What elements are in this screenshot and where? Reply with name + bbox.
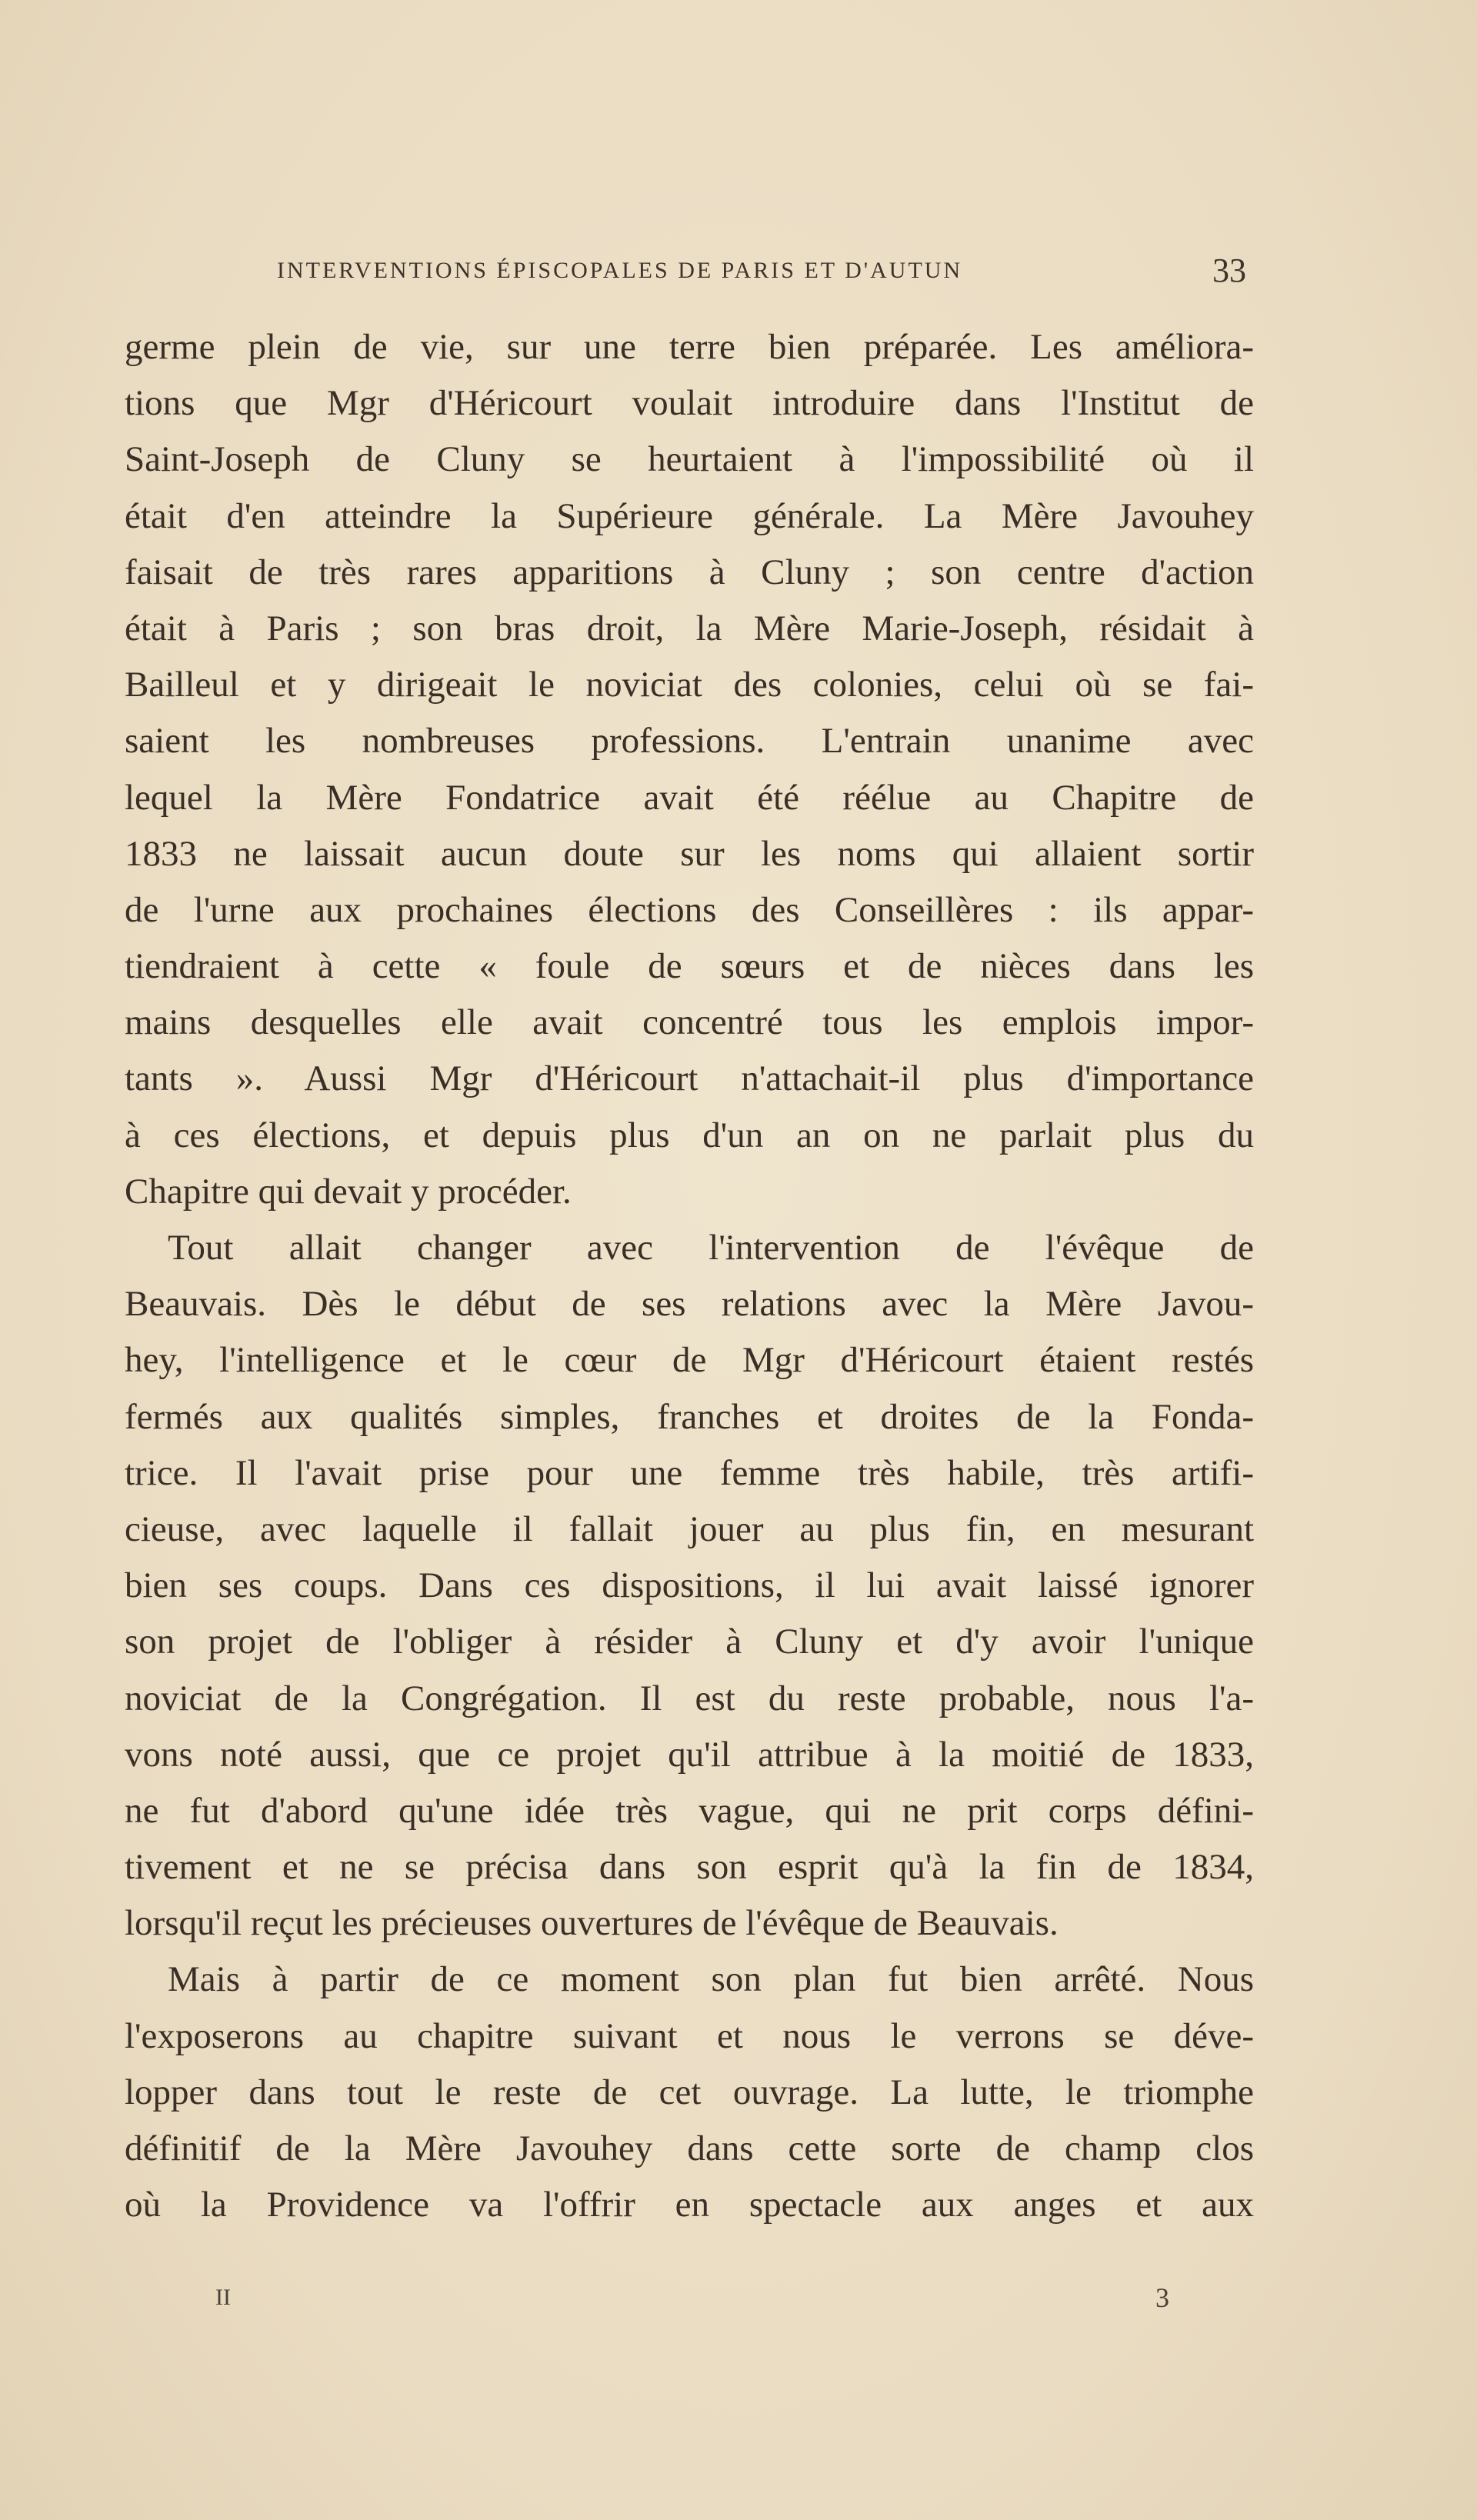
text-line: était à Paris ; son bras droit, la Mère Marie-Joseph, résidait à (125, 608, 1254, 648)
text-line: faisait de très rares apparitions à Cluny ; son centre d'action (125, 552, 1254, 592)
text-line: lequel la Mère Fondatrice avait été réélue au Chapitre de (125, 777, 1254, 818)
text-line: Beauvais. Dès le début de ses relations avec la Mère Javou- (125, 1284, 1254, 1325)
text-line: l'exposerons au chapitre suivant et nous le verrons se déve- (125, 2015, 1254, 2056)
text-line: saient les nombreuses professions. L'entrain unanime avec (125, 721, 1254, 762)
text-line: tivement et ne se précisa dans son esprit qu'à la fin de 1834, (125, 1847, 1254, 1888)
text-line: germe plein de vie, sur une terre bien préparée. Les améliora- (125, 327, 1254, 367)
text-line: lorsqu'il reçut les précieuses ouvertures de l'évêque de Beauvais. (125, 1903, 1059, 1944)
text-line: lopper dans tout le reste de cet ouvrage. La lutte, le triomphe (125, 2072, 1254, 2112)
text-line: Bailleul et y dirigeait le noviciat des colonies, celui où se fai- (125, 665, 1254, 705)
text-line: noviciat de la Congrégation. Il est du reste probable, nous l'a- (125, 1678, 1254, 1718)
text-line: hey, l'intelligence et le cœur de Mgr d'Héricourt étaient restés (125, 1340, 1254, 1381)
text-line: 1833 ne laissait aucun doute sur les noms qui allaient sortir (125, 833, 1254, 874)
signature-mark: II (215, 2285, 231, 2310)
text-line: de l'urne aux prochaines élections des Conseillères : ils appar- (125, 889, 1254, 930)
text-line: où la Providence va l'offrir en spectacle aux anges et aux (125, 2185, 1254, 2225)
text-line: cieuse, avec laquelle il fallait jouer au plus fin, en mesurant (125, 1508, 1254, 1549)
body-text (125, 319, 1254, 2233)
signature-number: 3 (1155, 2282, 1169, 2313)
text-line: trice. Il l'avait prise pour une femme très habile, très artifi- (125, 1452, 1254, 1493)
running-title: INTERVENTIONS ÉPISCOPALES DE PARIS ET D'AUTUN (277, 258, 963, 283)
text-line: mains desquelles elle avait concentré tous les emplois impor- (125, 1002, 1254, 1043)
running-header (277, 248, 1246, 294)
text-line: vons noté aussi, que ce projet qu'il attribue à la moitié de 1833, (125, 1734, 1254, 1775)
text-line: définitif de la Mère Javouhey dans cette sorte de champ clos (125, 2128, 1254, 2168)
text-line: tiendraient à cette « foule de sœurs et de nièces dans les (125, 946, 1254, 987)
page-footer (215, 2278, 1169, 2317)
text-line: tants ». Aussi Mgr d'Héricourt n'attachait-il plus d'importance (125, 1058, 1254, 1099)
text-line: bien ses coups. Dans ces dispositions, il lui avait laissé ignorer (125, 1565, 1254, 1606)
text-line: Mais à partir de ce moment son plan fut bien arrêté. Nous (168, 1959, 1254, 2000)
text-line: à ces élections, et depuis plus d'un an on ne parlait plus du (125, 1115, 1254, 1155)
text-line: fermés aux qualités simples, franches et droites de la Fonda- (125, 1396, 1254, 1437)
text-line: Saint-Joseph de Cluny se heurtaient à l'impossibilité où il (125, 439, 1254, 480)
text-line: Chapitre qui devait y procéder. (125, 1171, 572, 1212)
text-line: ne fut d'abord qu'une idée très vague, qui ne prit corps défini- (125, 1790, 1254, 1831)
text-line: Tout allait changer avec l'intervention de l'évêque de (168, 1228, 1254, 1268)
text-line: son projet de l'obliger à résider à Cluny et d'y avoir l'unique (125, 1622, 1254, 1662)
page-number: 33 (1212, 252, 1246, 289)
text-line: tions que Mgr d'Héricourt voulait introduire dans l'Institut de (125, 383, 1254, 424)
text-line: était d'en atteindre la Supérieure générale. La Mère Javouhey (125, 495, 1254, 536)
